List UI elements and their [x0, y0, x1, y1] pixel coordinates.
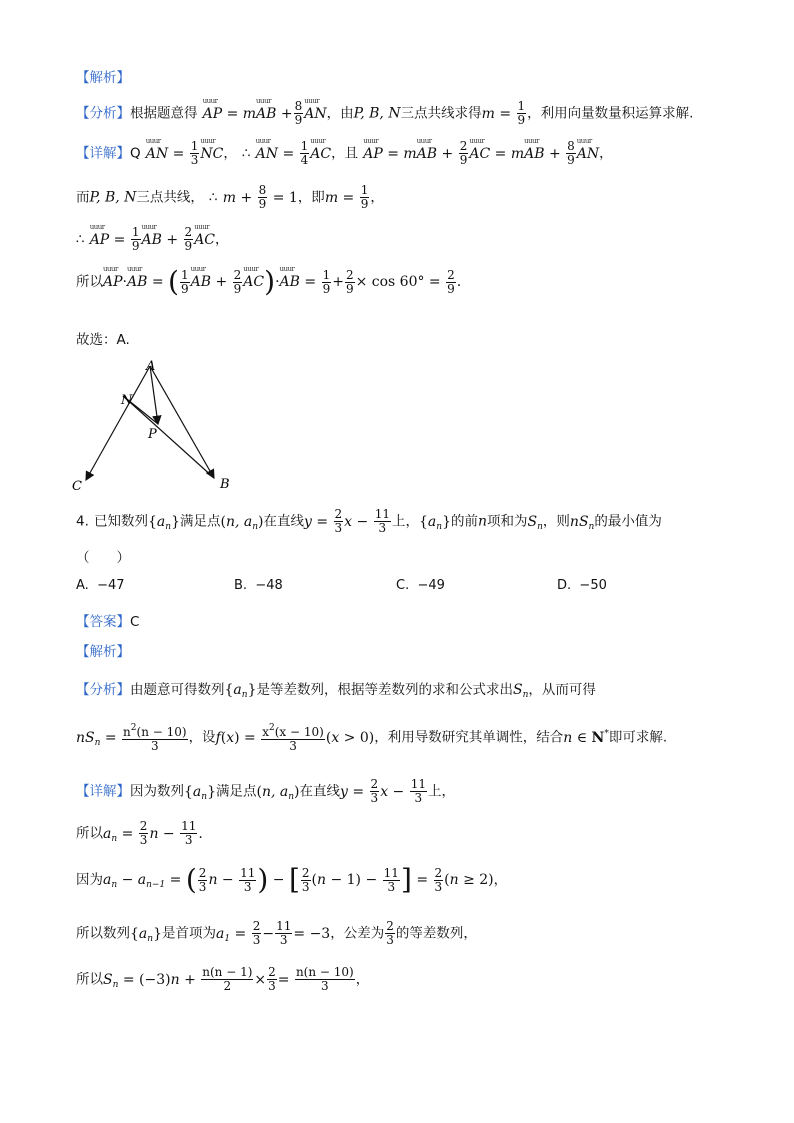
an-formula-line: 所以$a_n$ = $\frac{2}{3}$ n − $\frac{11}{3}$ . [76, 819, 203, 847]
label-c: C [72, 479, 82, 494]
vector-ap [150, 366, 158, 424]
sn-formula-line: 所以$S_n = (-3)n$ + $\frac{n(n - 1)}{2}$ × $\frac{2}{3}$ = $\frac{n(n - 10)}{3}$ ， [76, 965, 370, 993]
option-d[interactable]: D. −50 [557, 578, 607, 593]
fenxi-line-1: 【分析】根据题意得 uuur AP = muuur AB + $\frac{8}{9}$ uuur AN，由P, B, N三点共线求得m = $\frac{1}{9}$ ，利用向量数量积运算求解. [76, 100, 693, 127]
answer-value: C [130, 614, 140, 630]
question-4-stem: 4. 已知数列$\{a_n\}$满足点(n, $a_n$)在直线y = $\frac{2}{3}$ x − $\frac{11}{3}$ 上，$\{a_n\}$的前n项和为$S_n$，则$nS_n$的最小值为 [76, 507, 662, 535]
arithmetic-line: 所以数列$\{a_n\}$是首项为$a_1$ = $\frac{2}{3}$ − $\frac{11}{3}$ = −3，公差为 $\frac{2}{3}$ 的等差数列， [76, 919, 477, 947]
label-b: B [220, 477, 230, 492]
option-b[interactable]: B. −48 [234, 578, 283, 593]
label-p: P [148, 427, 157, 442]
option-c[interactable]: C. −49 [396, 578, 445, 593]
difference-line: 因为$a_n - a_{n-1}$ = ( $\frac{2}{3}$ n − $\frac{11}{3}$ ) − [ $\frac{2}{3}$ (n − 1) − $\frac{11}{3}$ ] = $\frac{2}{3}$ (n ≥ 2)， [76, 863, 508, 896]
label-a: A [146, 359, 156, 374]
triangle-figure [66, 352, 246, 497]
jiexi-heading: 【解析】 [76, 70, 130, 86]
collinear-line: 而P, B, N三点共线， ∴ m + $\frac{8}{9}$ = 1，即m = $\frac{1}{9}$ ， [76, 183, 384, 211]
fenxi-line-2: 【分析】由题意可得数列$\{a_n\}$是等差数列，根据等差数列的求和公式求出$S_n$，从而可得 [76, 682, 596, 700]
dot-product-line: 所以uuur AP·uuur AB = ( $\frac{1}{9}$ uuur AB + $\frac{2}{9}$ uuur AC)·uuur AB = $\frac{1}{9}$ + $\frac{2}{9}$ × cos 60° = $\frac{2}{9}$ . [76, 268, 461, 296]
label-n: N [121, 393, 133, 408]
option-a[interactable]: A. −47 [76, 578, 125, 593]
edge-ac [86, 366, 150, 480]
jiexi-heading-2: 【解析】 [76, 644, 130, 660]
edge-nb [123, 396, 214, 478]
fenxi-line-2b: $nS_n$ = $\frac{n^2(n - 10)}{3}$ ，设f(x) = $\frac{x^2(x - 10)}{3}$ (x > 0)，利用导数研究其单调性，结合n ∈ N*即可求解. [76, 723, 668, 753]
guxuan-line: 故选：A. [76, 332, 130, 348]
answer-line: 【答案】C [76, 614, 140, 630]
xiangjie-line-1: 【详解】Q uuur AN = $\frac{1}{3}$ uuur NC， ∴ uuur AN = $\frac{1}{4}$ uuur AC，且 uuur AP = muuur AB + $\frac{2}{9}$ uuur AC = muuur AB + $\frac{8}{9}$ uuur AN， [76, 140, 613, 167]
fenxi-label: 【分析】 [76, 105, 130, 122]
formula-ap: uuur AP = muuur AB + $\frac{8}{9}$ uuur AN [203, 106, 327, 122]
ap-expression-line: ∴ uuur AP = $\frac{1}{9}$ uuur AB + $\frac{2}{9}$ uuur AC， [76, 226, 229, 253]
question-number: 4. [76, 513, 89, 530]
edge-ab [150, 366, 214, 478]
xiangjie-label: 【详解】 [76, 145, 130, 162]
xiangjie-line-2: 【详解】因为数列$\{a_n\}$满足点(n, $a_n$)在直线y = $\frac{2}{3}$ x − $\frac{11}{3}$ 上， [76, 777, 456, 805]
answer-paren: （ ） [76, 550, 130, 566]
